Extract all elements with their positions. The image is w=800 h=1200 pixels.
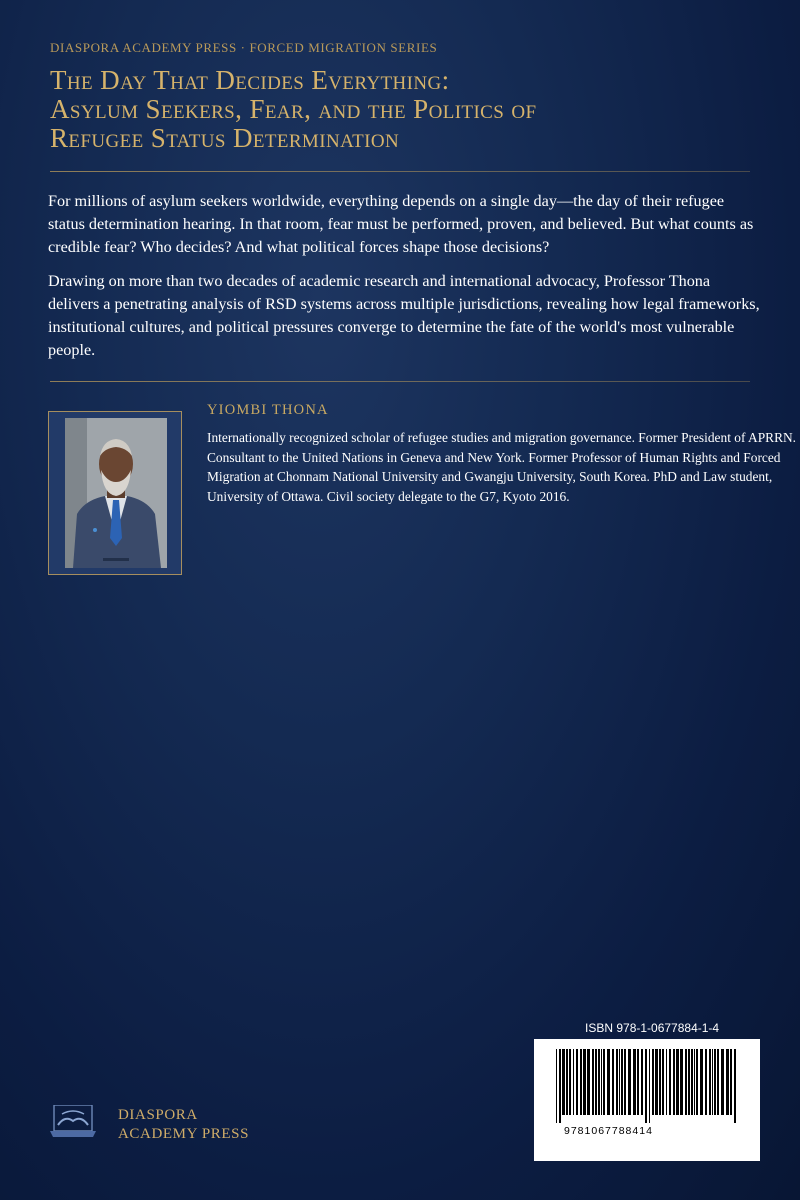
- blurb-paragraph-1: For millions of asylum seekers worldwide, everything depends on a single day—the day of their refugee status determination hearing. In that room, fear must be performed, proven, and believed. But what counts as credible fear? Who decides? And what political forces shape those decisions?: [48, 192, 754, 256]
- barcode-icon: [554, 1049, 740, 1123]
- author-name: YIOMBI THONA: [207, 402, 329, 418]
- open-book-logo-icon: [48, 1105, 98, 1139]
- series-line: DIASPORA ACADEMY PRESS · FORCED MIGRATION SERIES: [50, 40, 438, 55]
- barcode-digits: 9781067788414: [564, 1125, 653, 1137]
- author-photo: [65, 418, 167, 568]
- barcode-box: [534, 1039, 760, 1161]
- press-logo: [48, 1105, 98, 1143]
- blurb-paragraph-2: Drawing on more than two decades of academic research and international advocacy, Professor Thona delivers a penetrating analysis of RSD systems across multiple jurisdictions, revealing how legal frameworks, institutional cultures, and political pressures converge to determine the fate of the world's most vulnerable people.: [48, 272, 760, 359]
- press-name: [118, 1106, 249, 1144]
- author-bio: Internationally recognized scholar of refugee studies and migration governance. Former President of APRRN. Consultant to the United Nations in Geneva and New York. Former Professor of Human Rights and Forced Migration at Chonnam National University and Gwangju University, South Korea. PhD and Law student, University of Ottawa. Civil society delegate to the G7, Kyoto 2016.: [207, 430, 797, 504]
- author-portrait-icon: [65, 418, 167, 568]
- title-line-1: The Day That Decides Everything:: [50, 65, 450, 95]
- author-photo-frame: [48, 411, 182, 575]
- divider-top: [50, 171, 750, 172]
- isbn-label: ISBN 978-1-0677884-1-4: [585, 1021, 720, 1035]
- book-title: [50, 66, 750, 153]
- press-name-line-2: ACADEMY PRESS: [118, 1126, 250, 1142]
- blurb: [48, 190, 760, 373]
- title-line-3: Refugee Status Determination: [50, 123, 400, 153]
- divider-middle: [50, 381, 750, 382]
- press-name-line-1: DIASPORA: [118, 1107, 198, 1123]
- title-line-2: Asylum Seekers, Fear, and the Politics of: [50, 94, 537, 124]
